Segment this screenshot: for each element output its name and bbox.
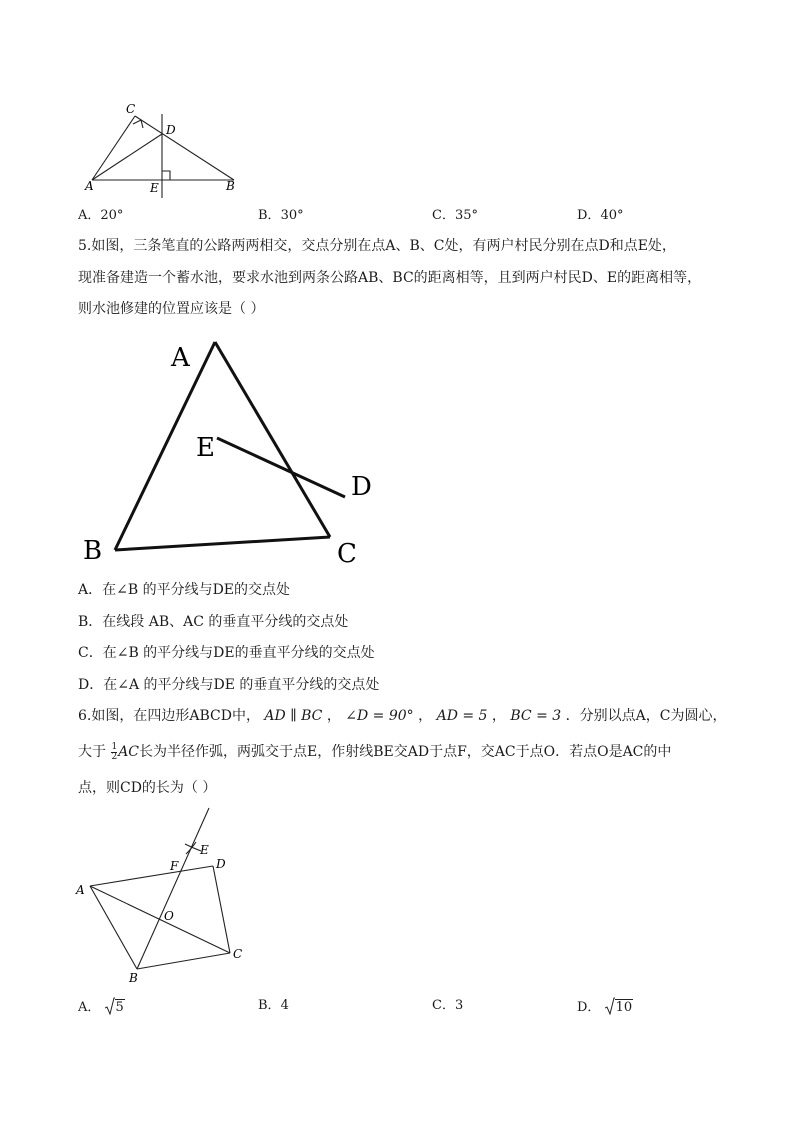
q6-frac-var: AC <box>118 744 140 760</box>
q6-cond-angle-d: ∠D = 90° <box>345 708 414 724</box>
label-a: A <box>171 343 190 373</box>
q6-option-c <box>432 997 463 1015</box>
q4-figure <box>80 98 250 198</box>
label-o: O <box>164 909 174 923</box>
q4-option-b <box>258 207 304 225</box>
q6-option-letter: B． <box>258 998 281 1013</box>
label-d: D <box>166 123 176 137</box>
label-b: B <box>226 179 235 193</box>
q4-option-letter: C． <box>432 208 455 223</box>
right-angle-mark-e <box>162 171 170 180</box>
q5-option-b: B．在线段 AB、AC 的垂直平分线的交点处 <box>78 614 349 630</box>
q6-line1-suffix: ．分别以点A，C为圆心， <box>565 708 727 724</box>
label-c: C <box>337 539 357 569</box>
q4-option-letter: A． <box>78 208 101 223</box>
q5-figure <box>75 330 385 575</box>
segment-ac <box>92 116 135 180</box>
label-b: B <box>129 971 138 985</box>
road-ac <box>215 342 330 537</box>
q6-cond-ad-length: AD = 5 <box>436 708 488 724</box>
q6-figure <box>72 806 252 986</box>
segment-cb <box>137 953 230 969</box>
q6-line1-prefix: 6.如图，在四边形ABCD中， <box>78 708 260 724</box>
q5-option-a: A．在∠B 的平分线与DE的交点处 <box>78 582 291 598</box>
q6-line2-suffix: 长为半径作弧，两弧交于点E，作射线BE交AD于点F，交AC于点O．若点O是AC的中 <box>139 744 672 760</box>
segment-ed <box>217 438 345 497</box>
ray-be <box>137 808 209 969</box>
q6-option-value: 4 <box>280 998 289 1013</box>
sqrt-expression <box>605 997 634 1017</box>
segment-cb <box>135 116 234 180</box>
q6-cond-ad-parallel-bc: AD ∥ BC <box>264 708 323 724</box>
label-f: F <box>170 859 179 873</box>
radical-sign-icon <box>105 997 115 1015</box>
q6-option-b <box>258 997 289 1015</box>
q4-option-d <box>577 207 623 225</box>
label-e: E <box>150 181 159 195</box>
q6-option-a <box>78 997 125 1017</box>
segment-dc <box>213 866 230 953</box>
q4-option-value: 20° <box>100 208 124 223</box>
label-a: A <box>76 883 85 897</box>
sqrt-expression <box>105 997 125 1017</box>
label-b: B <box>83 536 103 566</box>
comma: ， <box>491 708 506 724</box>
q6-cond-bc-length: BC = 3 <box>510 708 562 724</box>
q4-option-value: 30° <box>280 208 304 223</box>
label-e: E <box>196 433 215 463</box>
q6-option-letter: D． <box>577 1000 601 1015</box>
q5-option-d: D．在∠A 的平分线与DE 的垂直平分线的交点处 <box>78 677 380 693</box>
q4-option-value: 35° <box>454 208 478 223</box>
label-c: C <box>126 102 136 116</box>
label-e: E <box>200 843 209 857</box>
segment-ac <box>90 886 230 953</box>
label-d: D <box>216 857 226 871</box>
q5-text-line2: 现准备建造一个蓄水池，要求水池到两条公路AB、BC的距离相等，且到两户村民D、E的距离相等， <box>78 270 702 286</box>
label-d: D <box>351 472 372 502</box>
q5-text-line3: 则水池修建的位置应该是（ ） <box>78 301 265 317</box>
radical-sign-icon <box>605 997 615 1015</box>
label-a: A <box>85 179 94 193</box>
q4-option-letter: B． <box>258 208 281 223</box>
q6-text-line3: 点，则CD的长为（ ） <box>78 780 217 796</box>
radicand: 5 <box>115 1000 124 1015</box>
q5-option-c: C．在∠B 的平分线与DE的垂直平分线的交点处 <box>78 645 375 661</box>
label-c: C <box>233 947 243 961</box>
q6-option-value: 3 <box>454 998 464 1013</box>
segment-ad <box>90 866 213 886</box>
q6-line2-prefix: 大于 <box>78 744 106 760</box>
q4-option-a <box>78 207 123 225</box>
fraction-denominator: 2 <box>111 751 118 762</box>
fraction-one-half <box>111 743 117 762</box>
road-bc <box>115 537 330 550</box>
radicand: 10 <box>615 1000 633 1015</box>
q4-option-c <box>432 207 478 225</box>
q6-option-letter: A． <box>78 1000 101 1015</box>
segment-ba <box>90 886 137 969</box>
q4-option-letter: D． <box>577 208 601 223</box>
comma: ， <box>326 708 341 724</box>
q4-option-value: 40° <box>600 208 624 223</box>
fraction-numerator: 1 <box>111 741 118 752</box>
q5-text-line1: 5.如图，三条笔直的公路两两相交，交点分别在点A、B、C处，有两户村民分别在点D和点E处， <box>78 238 676 254</box>
q6-text-line2 <box>78 742 671 762</box>
segment-ad <box>92 134 162 180</box>
q6-text-line1 <box>78 706 726 726</box>
right-angle-mark-c <box>133 120 143 128</box>
q6-option-letter: C． <box>432 998 455 1013</box>
q6-option-d <box>577 997 633 1017</box>
comma: ， <box>418 708 433 724</box>
